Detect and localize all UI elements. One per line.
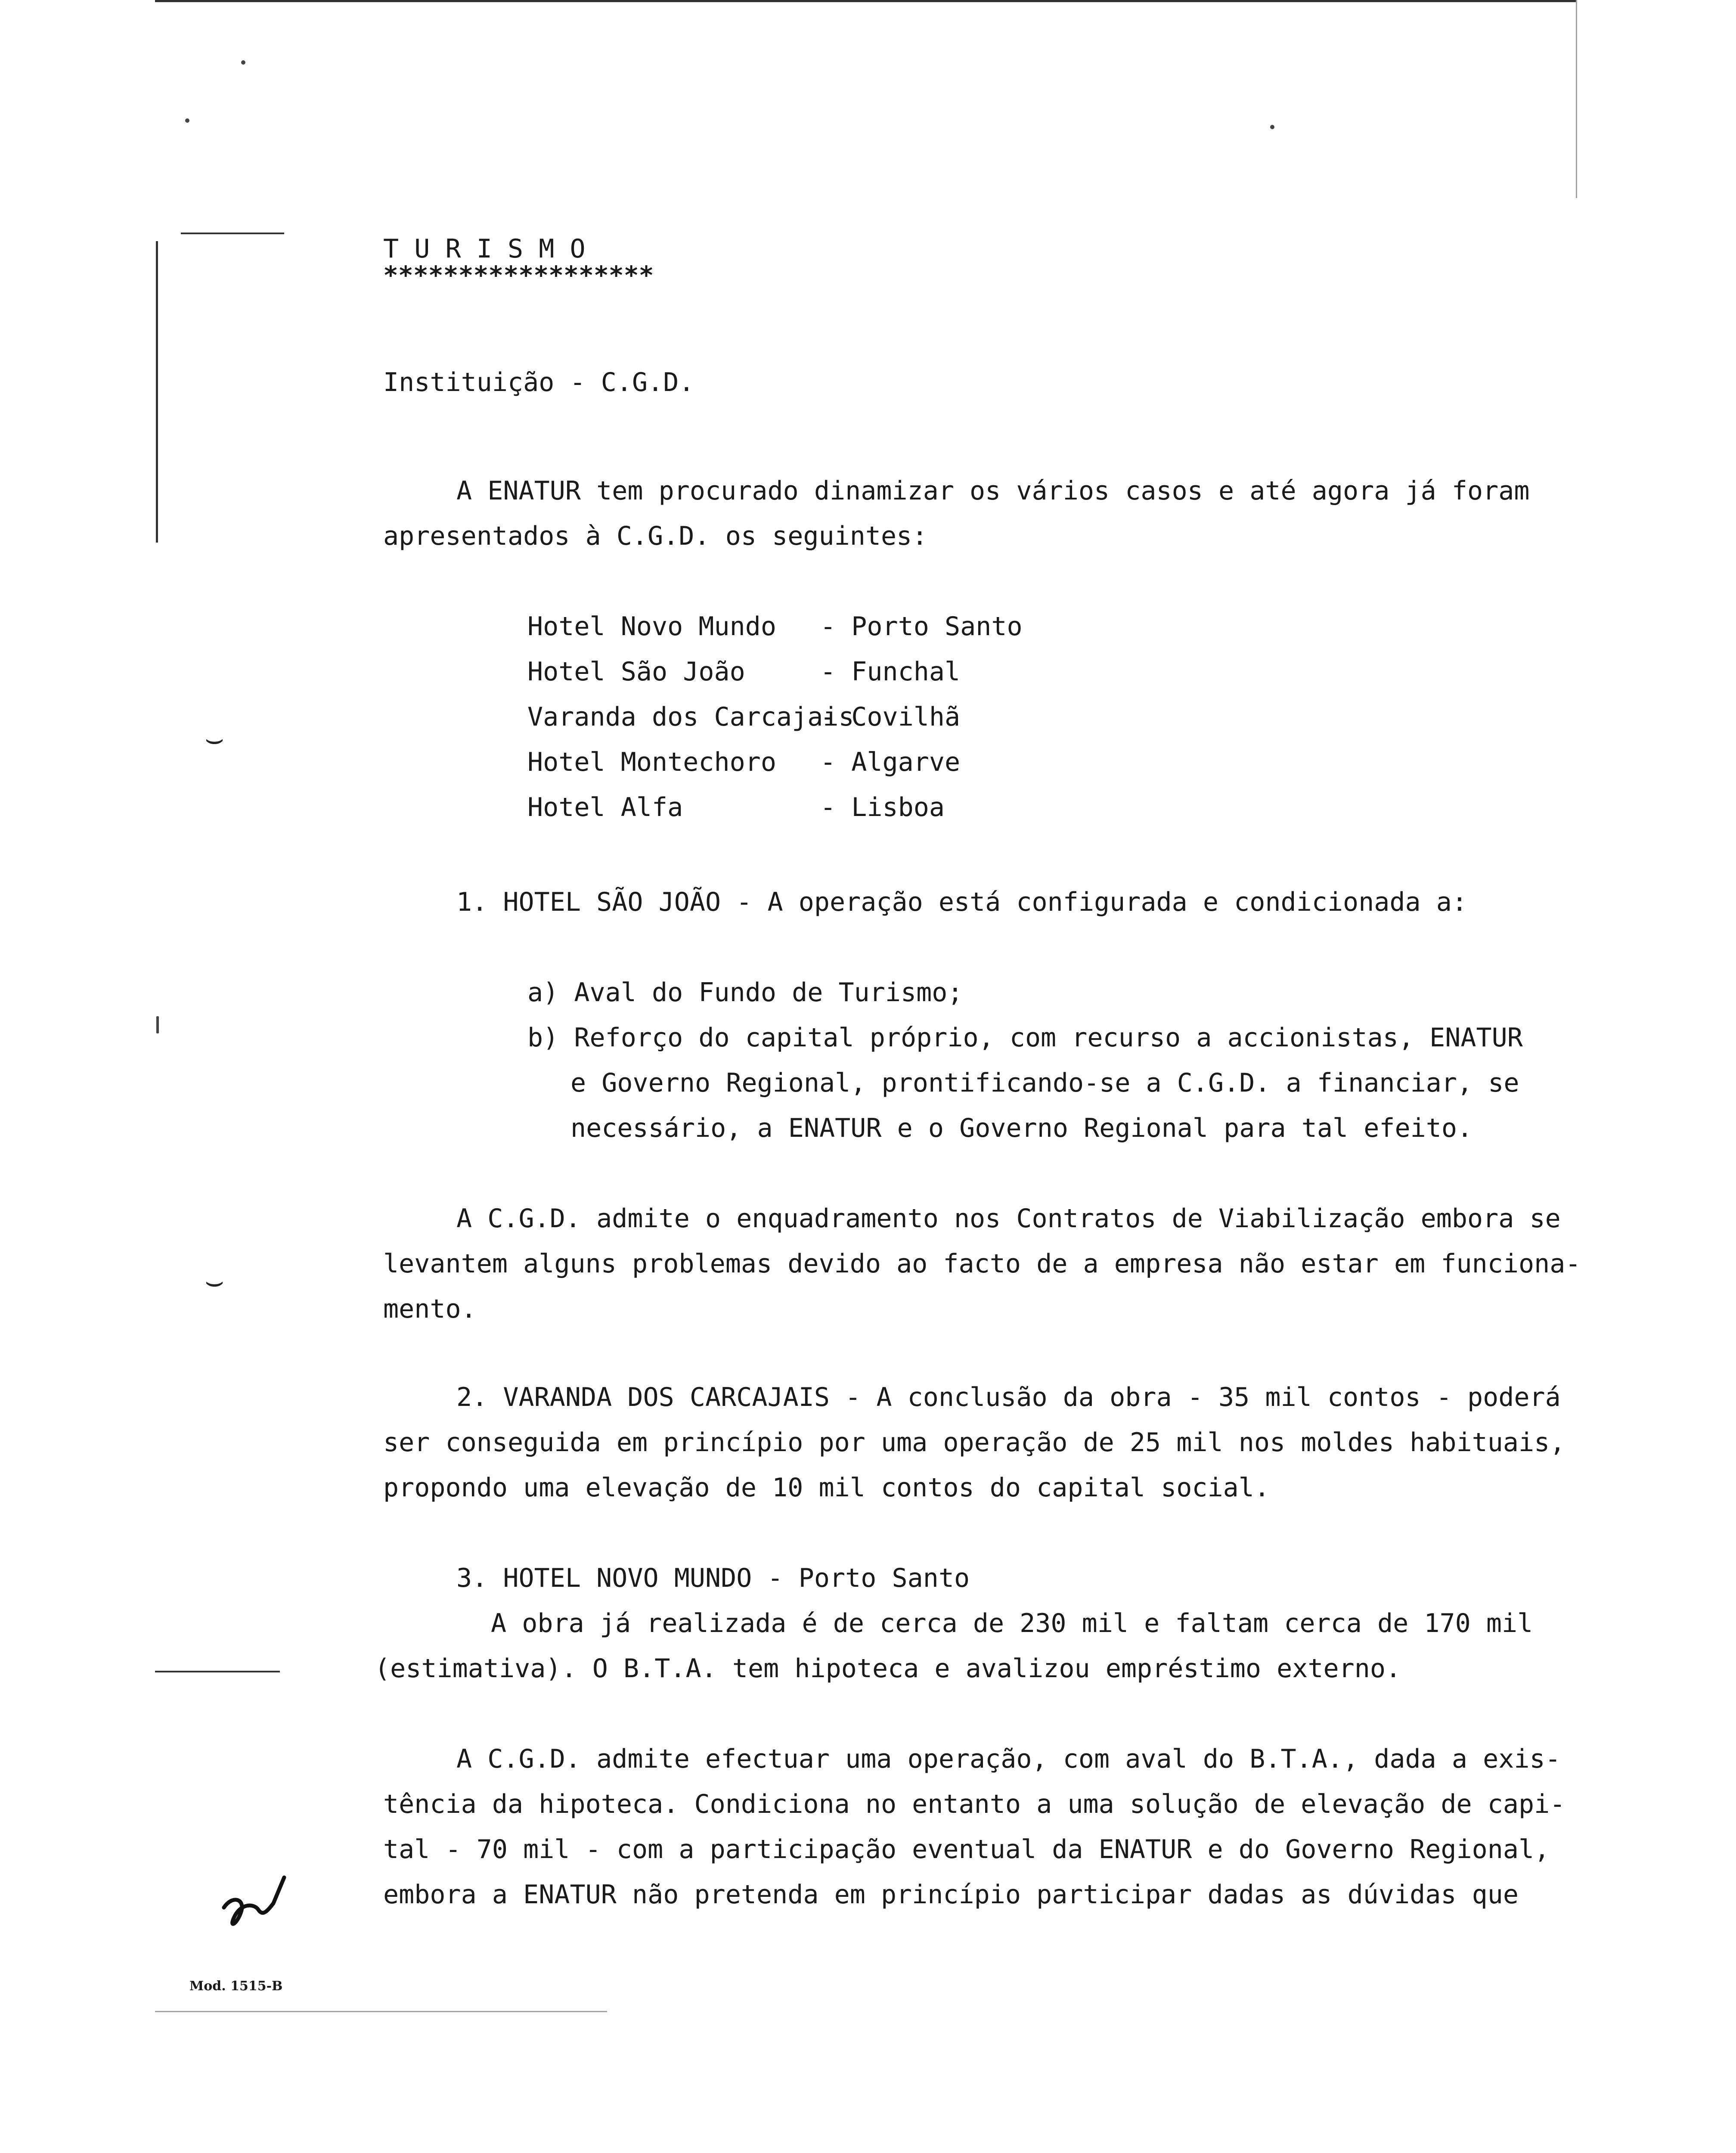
intro-line-2: apresentados à C.G.D. os seguintes:: [383, 521, 928, 551]
footer-rule: [155, 2011, 607, 2012]
margin-check-mark-1: ⌣: [205, 721, 225, 756]
institution-line: Instituição - C.G.D.: [383, 367, 694, 397]
speck: [1270, 125, 1274, 129]
hotel-place: - Porto Santo: [820, 611, 1023, 642]
handwritten-initials: [215, 1869, 301, 1938]
section-3-paragraph: tência da hipoteca. Condiciona no entanto a uma solução de elevação de capi-: [383, 1789, 1566, 1819]
heading-title: T U R I S M O: [383, 234, 586, 264]
hotel-name: Hotel Novo Mundo: [527, 611, 776, 642]
section-1-item-b: b) Reforço do capital próprio, com recurso a accionistas, ENATUR: [527, 1023, 1523, 1053]
section-1-heading: 1. HOTEL SÃO JOÃO - A operação está configurada e condicionada a:: [456, 887, 1467, 917]
section-3-paragraph: A C.G.D. admite efectuar uma operação, com aval do B.T.A., dada a exis-: [456, 1744, 1561, 1774]
margin-check-mark-2: ⌣: [205, 1263, 225, 1299]
hotel-name: Hotel Montechoro: [527, 747, 776, 777]
speck: [241, 60, 245, 65]
section-1-paragraph: mento.: [383, 1294, 477, 1324]
speck: [156, 1016, 159, 1033]
hotel-name: Hotel Alfa: [527, 792, 683, 822]
section-3-paragraph: embora a ENATUR não pretenda em princípio participar dadas as dúvidas que: [383, 1880, 1519, 1910]
left-margin-rule: [155, 1671, 280, 1672]
form-code: Mod. 1515-B: [189, 1979, 283, 1994]
section-3-line: A obra já realizada é de cerca de 230 mil e faltam cerca de 170 mil: [491, 1608, 1533, 1638]
hotel-place: - Covilhã: [820, 702, 961, 732]
speck: [185, 118, 189, 123]
section-1-item-b-cont: e Governo Regional, prontificando-se a C.G.D. a financiar, se: [570, 1068, 1519, 1098]
intro-line-1: A ENATUR tem procurado dinamizar os vários casos e até agora já foram: [456, 476, 1530, 506]
section-1-paragraph: A C.G.D. admite o enquadramento nos Contratos de Viabilização embora se: [456, 1204, 1561, 1234]
section-2-line: propondo uma elevação de 10 mil contos do capital social.: [383, 1473, 1270, 1503]
hotel-name: Hotel São João: [527, 657, 745, 687]
hotel-place: - Algarve: [820, 747, 961, 777]
heading-asterisks: ******************: [383, 261, 654, 290]
left-margin-bar: [156, 241, 158, 543]
section-1-paragraph: levantem alguns problemas devido ao facto de a empresa não estar em funciona-: [383, 1249, 1581, 1279]
section-1-item-b-cont: necessário, a ENATUR e o Governo Regional para tal efeito.: [570, 1113, 1473, 1143]
section-3-paragraph: tal - 70 mil - com a participação eventual da ENATUR e do Governo Regional,: [383, 1834, 1550, 1864]
page-top-edge: [155, 0, 1576, 2]
header-rule: [181, 233, 284, 234]
section-1-item-a: a) Aval do Fundo de Turismo;: [527, 977, 963, 1008]
section-3-heading: 3. HOTEL NOVO MUNDO - Porto Santo: [456, 1563, 970, 1593]
section-3-line: (estimativa). O B.T.A. tem hipoteca e avalizou empréstimo externo.: [375, 1654, 1401, 1684]
page-right-edge: [1576, 0, 1577, 198]
hotel-place: - Funchal: [820, 657, 961, 687]
section-2-line: ser conseguida em princípio por uma operação de 25 mil nos moldes habituais,: [383, 1427, 1566, 1458]
hotel-place: - Lisboa: [820, 792, 945, 822]
section-2-line: 2. VARANDA DOS CARCAJAIS - A conclusão da obra - 35 mil contos - poderá: [456, 1382, 1561, 1412]
hotel-name: Varanda dos Carcajais: [527, 702, 854, 732]
